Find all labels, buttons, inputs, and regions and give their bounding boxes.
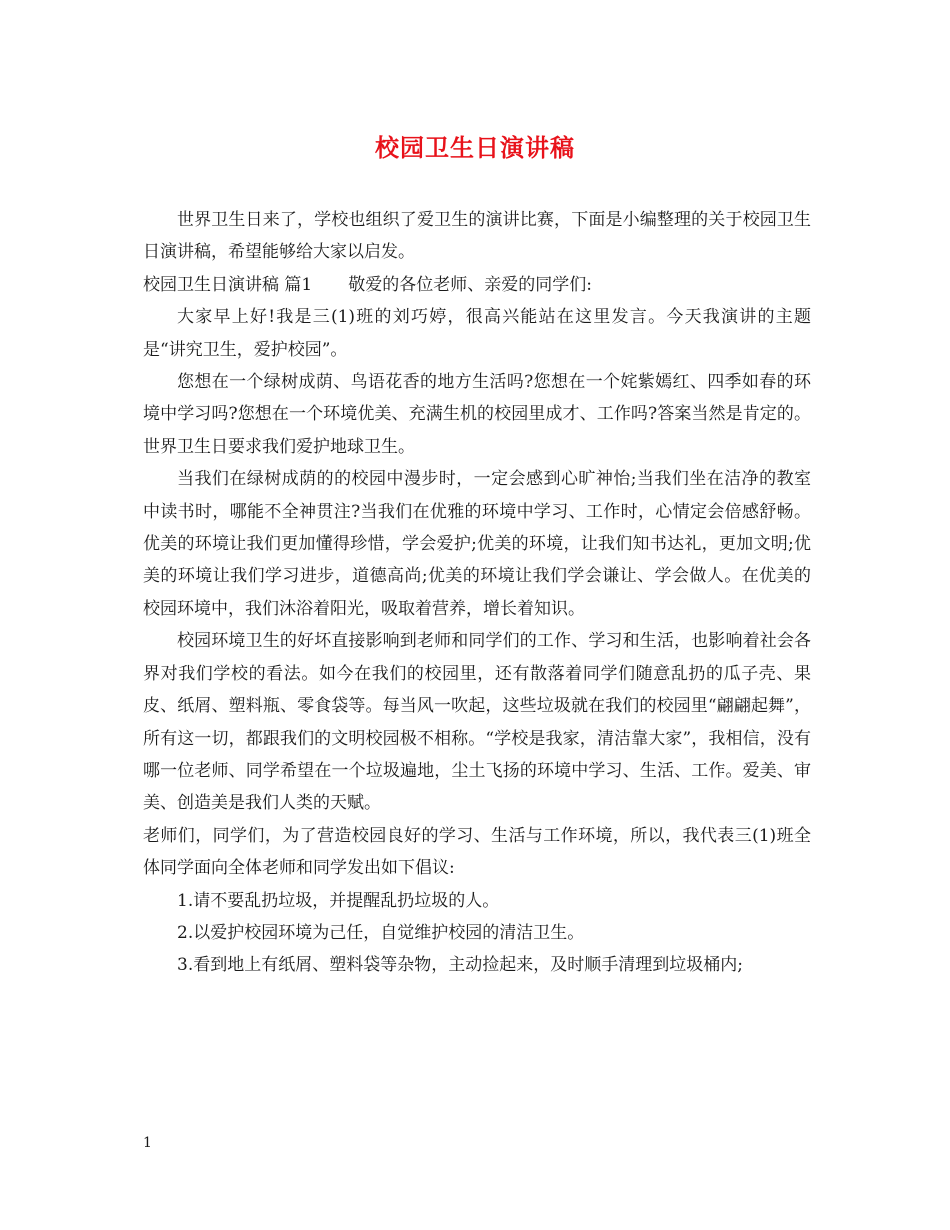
section-heading-line [143, 269, 811, 301]
document-title: 校园卫生日演讲稿 [375, 133, 575, 162]
intro-paragraph: 世界卫生日来了，学校也组织了爱卫生的演讲比赛，下面是小编整理的关于校园卫生日演讲稿，希望能够给大家以启发。 [143, 210, 811, 263]
body-paragraph: 您想在一个绿树成荫、鸟语花香的地方生活吗?您想在一个姹紫嫣红、四季如春的环境中学习吗?您想在一个环境优美、充满生机的校园里成才、工作吗?答案当然是肯定的。世界卫生日要求我们爱护地球卫生。 [143, 372, 811, 457]
page-number: 1 [143, 1135, 152, 1151]
list-item: 3.看到地上有纸屑、塑料袋等杂物，主动捡起来，及时顺手清理到垃圾桶内; [177, 955, 743, 976]
body-paragraph: 校园环境卫生的好坏直接影响到老师和同学们的工作、学习和生活，也影响着社会各界对我们学校的看法。如今在我们的校园里，还有散落着同学们随意乱扔的瓜子壳、果皮、纸屑、塑料瓶、零食袋等。每当风一吹起，这些垃圾就在我们的校园里“翩翩起舞”，所有这一切，都跟我们的文明校园极不相称。“学校是我家，清洁靠大家”，我相信，没有哪一位老师、同学希望在一个垃圾遍地，尘土飞扬的环境中学习、生活、工作。爱美、审美、创造美是我们人类的天赋。 [143, 631, 811, 814]
section-heading: 校园卫生日演讲稿 篇1 [143, 274, 313, 295]
list-item: 1.请不要乱扔垃圾，并提醒乱扔垃圾的人。 [177, 890, 500, 911]
salutation: 敬爱的各位老师、亲爱的同学们: [348, 274, 592, 295]
body-paragraph: 老师们，同学们，为了营造校园良好的学习、生活与工作环境，所以，我代表三(1)班全体同学面向全体老师和同学发出如下倡议: [143, 825, 811, 879]
body-paragraph: 当我们在绿树成荫的的校园中漫步时，一定会感到心旷神怡;当我们坐在洁净的教室中读书时，哪能不全神贯注?当我们在优雅的环境中学习、工作时，心情定会倍感舒畅。优美的环境让我们更加懂得珍惜，学会爱护;优美的环境，让我们知书达礼，更加文明;优美的环境让我们学习进步，道德高尚;优美的环境让我们学会谦让、学会做人。在优美的校园环境中，我们沐浴着阳光，吸取着营养，增长着知识。 [143, 469, 811, 619]
body-paragraph: 大家早上好!我是三(1)班的刘巧婷，很高兴能站在这里发言。今天我演讲的主题是“讲究卫生，爱护校园”。 [143, 307, 811, 360]
list-item: 2.以爱护校园环境为己任，自觉维护校园的清洁卫生。 [177, 922, 585, 943]
document-body [143, 204, 811, 982]
